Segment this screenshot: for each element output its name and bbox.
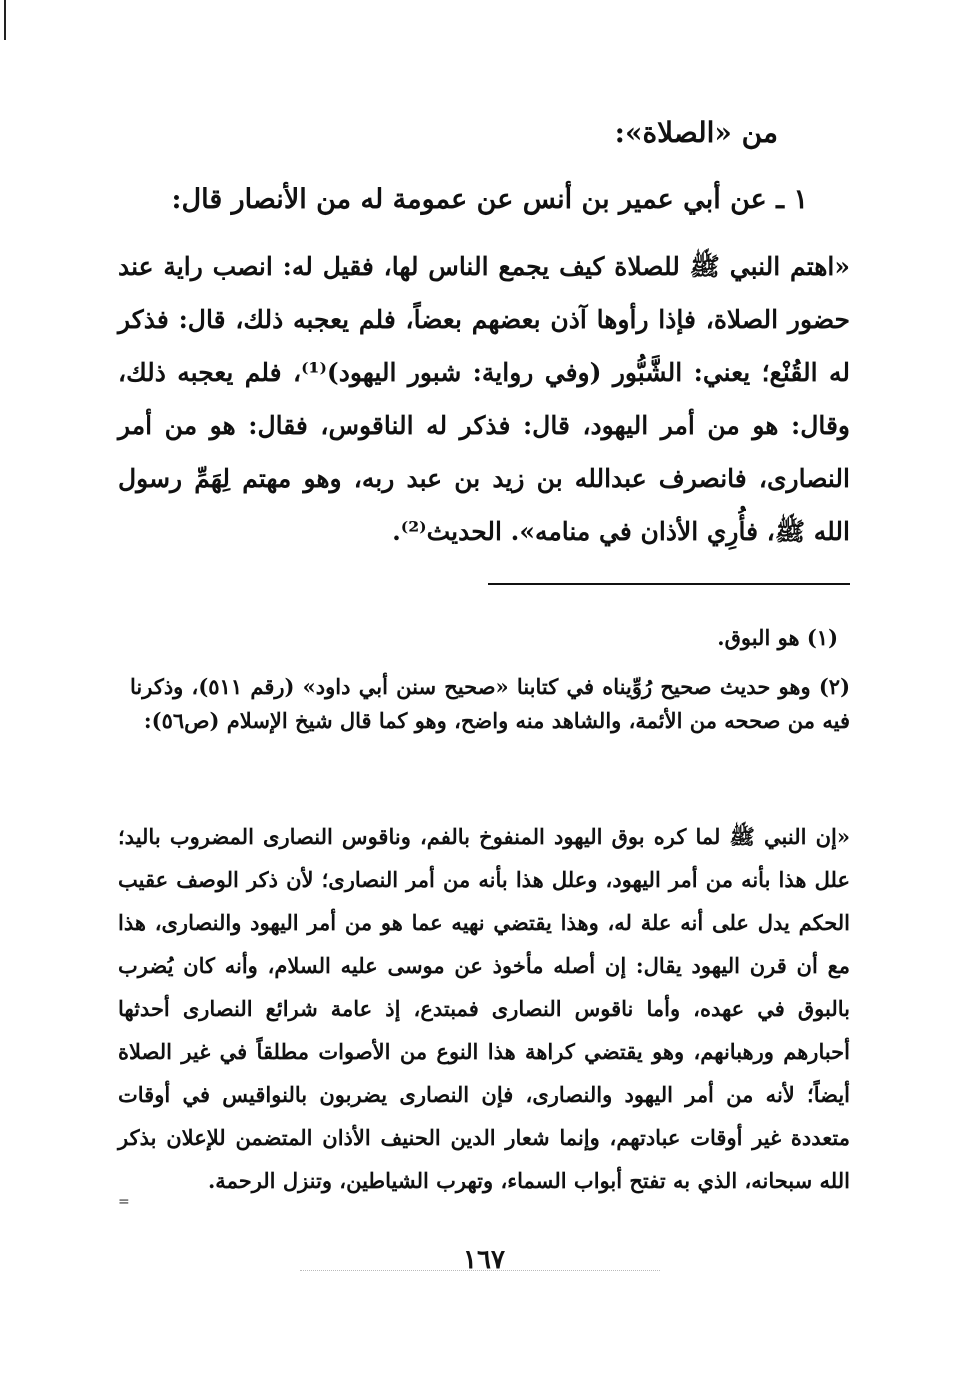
section-heading: من «الصلاة»: [614, 116, 778, 149]
footnote-divider [488, 583, 850, 585]
scan-edge-mark [4, 0, 6, 40]
footnote-2: (٢) وهو حديث صحيح رُوِّيناه في كتابنا «صحيح سنن أبي داود» (رقم ٥١١)، وذكرنا فيه من صححه من الأئمة، والشاهد منه واضح، وهو كما قال شيخ الإسلام (ص٥٦): [130, 674, 850, 733]
margin-mark: = [118, 1194, 130, 1210]
footnote-2-quote: «إن النبي ﷺ لما كره بوق اليهود المنفوخ بالفم، وناقوس النصارى المضروب باليد؛ علل هذا بأنه من أمر اليهود، وعلل هذا بأنه من أمر النصارى؛ لأن ذكر الوصف عقيب الحكم يدل على أنه علة له، وهذا يقتضي نهيه عما هو من أمر اليهود والنصارى، هذا مع أن قرن اليهود يقال: إن أصله مأخوذ عن موسى عليه السلام، وأنه كان يُضرب بالبوق في عهده، وأما ناقوس النصارى فمبتدع، إذ عامة شرائع النصارى أحدثها أحبارهم ورهبانهم، وهو يقتضي كراهة هذا النوع من الأصوات مطلقاً في غير الصلاة أيضاً؛ لأنه من أمر اليهود والنصارى، فإن النصارى يضربون بالنواقيس في أوقات متعددة غير أوقات عبادتهم، وإنما شعار الدين الحنيف الأذان المتضمن للإعلان بذكر الله سبحانه، الذي به تفتح أبواب السماء، وتهرب الشياطين، وتنزل الرحمة. [118, 824, 850, 1193]
hadith-intro: ١ ـ عن أبي عمير بن أنس عن عمومة له من الأنصار قال: [171, 184, 808, 215]
page-number: ١٦٧ [463, 1245, 505, 1275]
scan-noise-line [300, 1270, 660, 1273]
footnote-1: (١) هو البوق. [717, 625, 838, 650]
hadith-text: «اهتم النبي ﷺ للصلاة كيف يجمع الناس لها، فقيل له: انصب راية عند حضور الصلاة، فإذا رأوها آذن بعضهم بعضاً، فلم يعجبه ذلك، قال: فذكر له القُنْع؛ يعني: الشَّبُّور (وفي رواية: شبور اليهود)⁽¹⁾، فلم يعجبه ذلك، وقال: هو من أمر اليهود، قال: فذكر له الناقوس، فقال: هو من أمر النصارى، فانصرف عبدالله بن زيد بن عبد ربه، وهو مهتم لِهَمِّ رسول الله ﷺ، فأُرِي الأذان في منامه». الحديث⁽²⁾. [118, 252, 851, 546]
